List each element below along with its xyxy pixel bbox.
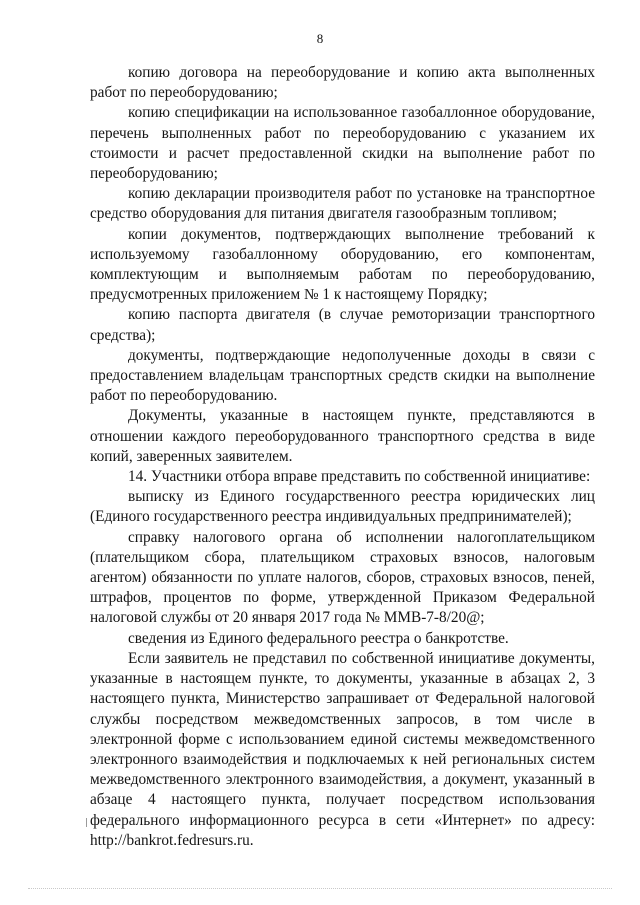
paragraph: Документы, указанные в настоящем пункте, представляются в отношении каждого переоборудованного транспортного средства в виде копий, заверенных заявителем. xyxy=(90,407,595,465)
paragraph: копии документов, подтверждающих выполнение требований к используемому газобаллонному оборудованию, его компонентам, комплектующим и выполняемым работам по переоборудованию, предусмотренных приложением № 1 к настоящему Порядку; xyxy=(90,225,595,304)
scan-artifact-edge xyxy=(28,888,612,890)
paragraph: выписку из Единого государственного реестра юридических лиц (Единого государственного реестра индивидуальных предпринимателей); xyxy=(90,488,595,526)
paragraph: копию договора на переоборудование и копию акта выполненных работ по переоборудованию; xyxy=(90,64,595,102)
paragraph: Если заявитель не представил по собственной инициативе документы, указанные в настоящем пункте, то документы, указанные в абзацах 2, 3 настоящего пункта, Министерство запрашивает от Федеральной налоговой службы посредством межведомственных запросов, в том числе в электронной форме с использованием единой системы межведомственного электронного взаимодействия и подключаемых к ней региональных систем межведомственного электронного взаимодействия, а документ, указанный в абзаце 4 настоящего пункта, получает посредством использования федерального информационного ресурса в сети «Интернет» по адресу: http://bankrot.fedresurs.ru. xyxy=(90,649,595,849)
document-body xyxy=(90,63,595,851)
paragraph: копию паспорта двигателя (в случае ремоторизации транспортного средства); xyxy=(90,306,595,344)
scan-artifact-mark xyxy=(86,818,87,827)
paragraph: сведения из Единого федерального реестра о банкротстве. xyxy=(128,629,509,647)
paragraph: документы, подтверждающие недополученные доходы в связи с предоставлением владельцам транспортных средств скидки на выполнение работ по переоборудованию. xyxy=(90,346,595,405)
paragraph: копию спецификации на использованное газобаллонное оборудование, перечень выполненных работ по переоборудованию с указанием их стоимости и расчет предоставленной скидки на выполнение работ по переоборудованию; xyxy=(90,104,595,183)
paragraph: справку налогового органа об исполнении налогоплательщиком (плательщиком сбора, плательщиком страховых взносов, налоговым агентом) обязанности по уплате налогов, сборов, страховых взносов, пеней, штрафов, процентов по форме, утвержденной Приказом Федеральной налоговой службы от 20 января 2017 года № ММВ-7-8/20@; xyxy=(90,528,595,627)
section-heading-paragraph: 14. Участники отбора вправе представить по собственной инициативе: xyxy=(128,468,591,486)
paragraph: копию декларации производителя работ по установке на транспортное средство оборудования для питания двигателя газообразным топливом; xyxy=(90,185,595,223)
page-number: 8 xyxy=(316,31,324,46)
